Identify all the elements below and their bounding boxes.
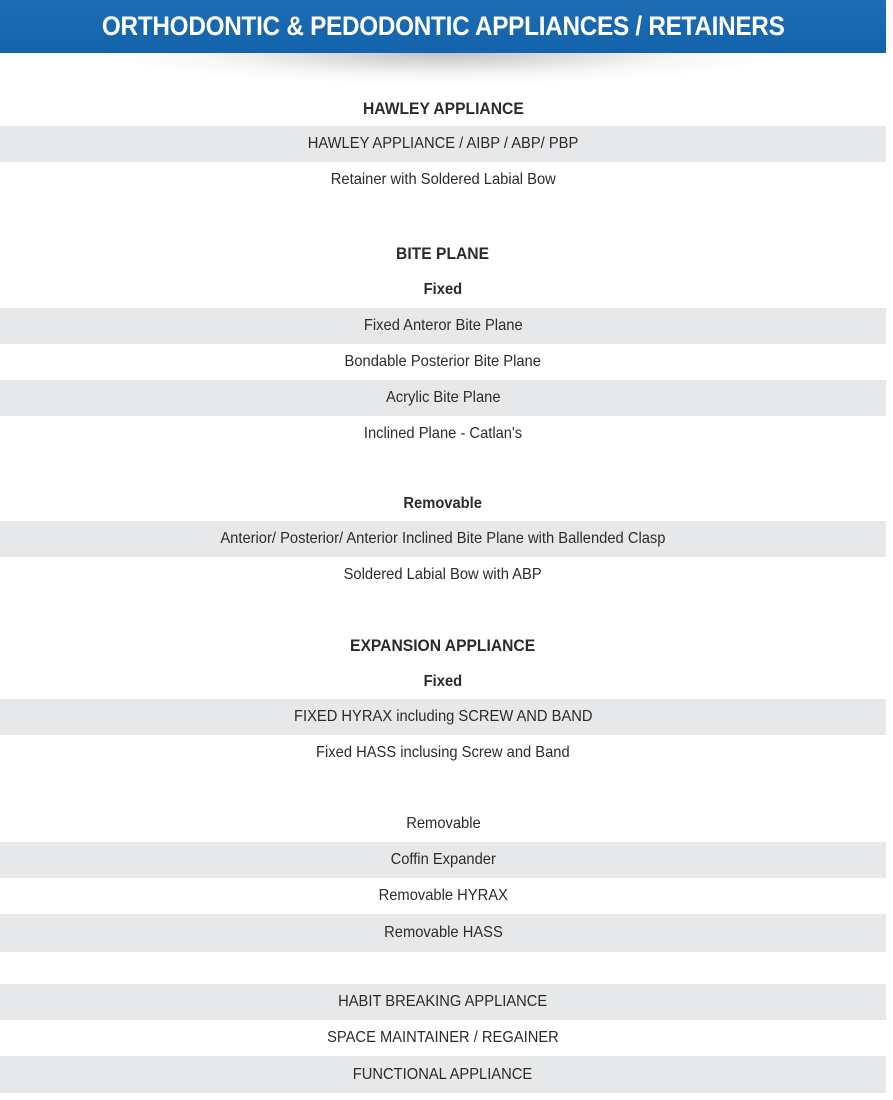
title-banner bbox=[0, 0, 886, 53]
list-item: HAWLEY APPLIANCE / AIBP / ABP/ PBP bbox=[0, 126, 886, 162]
subheading-fixed: Fixed bbox=[423, 673, 463, 690]
list-item: Anterior/ Posterior/ Anterior Inclined Bite Plane with Ballended Clasp bbox=[0, 521, 886, 557]
subheading-removable: Removable bbox=[405, 815, 481, 832]
section-heading-hawley: HAWLEY APPLIANCE bbox=[362, 99, 524, 118]
section-heading-bite-plane: BITE PLANE bbox=[396, 244, 490, 263]
list-item: Removable HASS bbox=[0, 914, 886, 952]
list-item: Acrylic Bite Plane bbox=[0, 380, 886, 416]
list-item: Bondable Posterior Bite Plane bbox=[344, 353, 542, 370]
list-item: Retainer with Soldered Labial Bow bbox=[330, 171, 556, 188]
list-item: SPACE MAINTAINER / REGAINER bbox=[327, 1029, 559, 1046]
list-item: HABIT BREAKING APPLIANCE bbox=[0, 984, 886, 1020]
subheading-fixed: Fixed bbox=[423, 281, 463, 298]
banner-shadow bbox=[10, 53, 876, 93]
list-item: Fixed HASS inclusing Screw and Band bbox=[316, 744, 570, 761]
section-heading-expansion: EXPANSION APPLIANCE bbox=[350, 636, 536, 655]
list-item: Soldered Labial Bow with ABP bbox=[343, 566, 543, 583]
subheading-removable: Removable bbox=[403, 495, 483, 512]
list-item: Fixed Anteror Bite Plane bbox=[0, 308, 886, 344]
page-title: ORTHODONTIC & PEDODONTIC APPLIANCES / RETAINERS bbox=[101, 11, 785, 41]
list-item: Coffin Expander bbox=[0, 842, 886, 878]
list-item: FIXED HYRAX including SCREW AND BAND bbox=[0, 699, 886, 735]
list-item: Inclined Plane - Catlan's bbox=[363, 425, 523, 442]
list-item: Removable HYRAX bbox=[378, 887, 508, 904]
list-item: FUNCTIONAL APPLIANCE bbox=[0, 1056, 886, 1093]
